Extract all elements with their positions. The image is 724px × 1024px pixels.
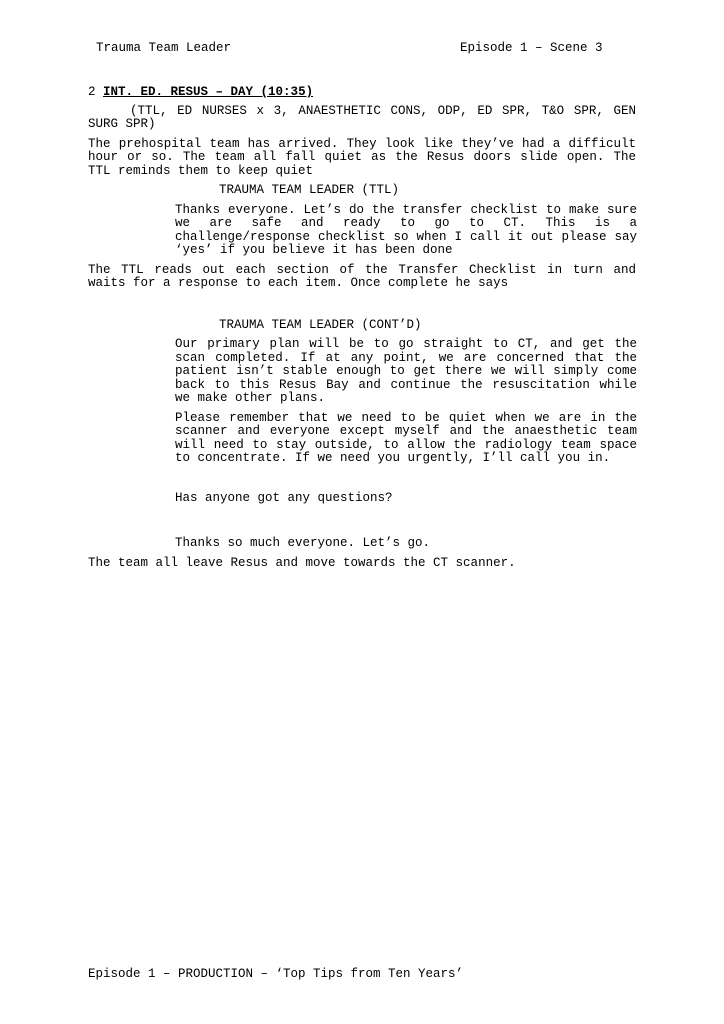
script-body — [88, 86, 636, 576]
action-paragraph-1: The prehospital team has arrived. They look like they’ve had a difficult hour or so. The team all fall quiet as the Resus doors slide open. The TTL reminds them to keep quiet — [88, 136, 636, 178]
character-name-2: TRAUMA TEAM LEADER (CONT’D) — [219, 317, 422, 332]
header-title: Trauma Team Leader — [96, 41, 232, 55]
action-paragraph-3: The team all leave Resus and move towards the CT scanner. — [88, 555, 516, 570]
dialogue-1: Thanks everyone. Let’s do the transfer checklist to make sure we are safe and ready to go to CT. This is a challenge/response checklist so when I call it out please say ‘yes’ if you believe it has been done — [175, 202, 637, 257]
scene-heading — [88, 86, 636, 100]
scene-number: 2 — [88, 85, 96, 99]
character-name-1: TRAUMA TEAM LEADER (TTL) — [219, 183, 400, 197]
dialogue-5: Thanks so much everyone. Let’s go. — [175, 536, 431, 550]
spacer — [88, 511, 636, 537]
scene-title: INT. ED. RESUS – DAY (10:35) — [103, 85, 314, 99]
dialogue-2: Our primary plan will be to go straight to CT, and get the scan completed. If at any point, we are concerned that the patient isn’t stable enough to get there we will simply come back to this Resus Bay and continue the resuscitation while we make other plans. — [175, 337, 637, 405]
spacer — [88, 472, 636, 492]
header-episode-scene: Episode 1 – Scene 3 — [460, 41, 603, 55]
dialogue-3: Please remember that we need to be quiet when we are in the scanner and everyone except myself and the anaesthetic team will need to stay outside, to allow the radiology team space to concentrate. If we need you urgently, I’ll call you in. — [175, 410, 637, 465]
spacer — [88, 297, 636, 319]
action-paragraph-2: The TTL reads out each section of the Transfer Checklist in turn and waits for a response to each item. Once complete he says — [88, 262, 636, 290]
dialogue-4: Has anyone got any questions? — [175, 490, 393, 505]
page-footer: Episode 1 – PRODUCTION – ‘Top Tips from Ten Years’ — [88, 967, 464, 981]
scene-cast-list: (TTL, ED NURSES x 3, ANAESTHETIC CONS, ODP, ED SPR, T&O SPR, GEN SURG SPR) — [88, 103, 636, 131]
